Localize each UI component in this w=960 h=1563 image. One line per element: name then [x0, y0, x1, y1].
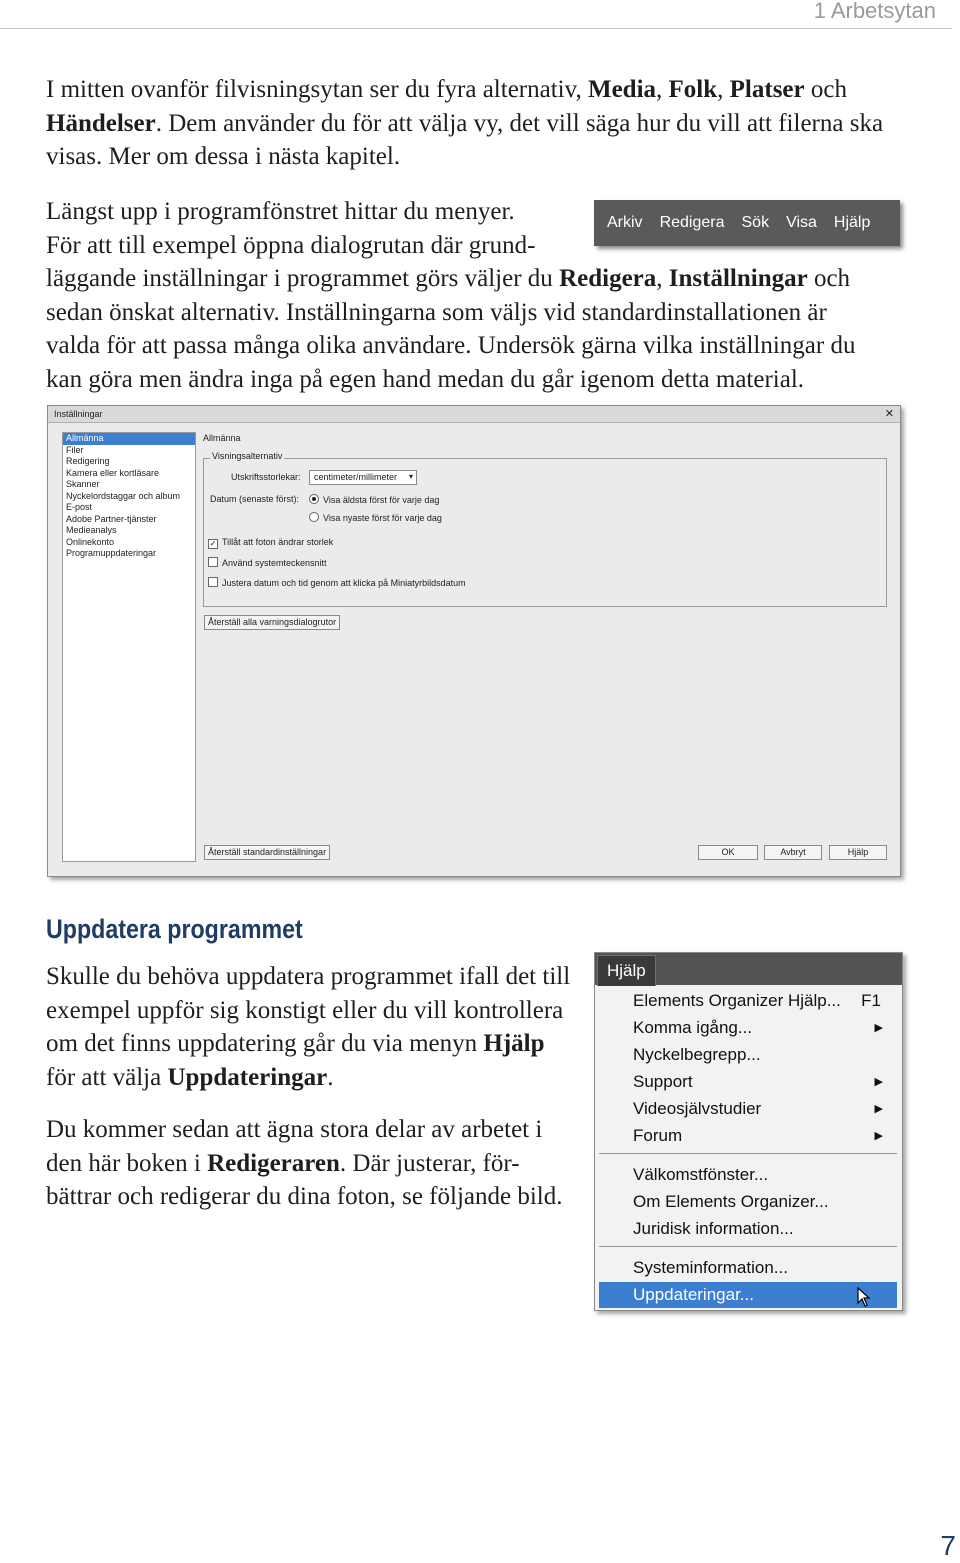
menu-item-updates[interactable]: Uppdateringar... — [599, 1282, 897, 1308]
category-list — [62, 432, 196, 862]
print-size-select[interactable] — [309, 470, 417, 485]
menu-item-welcome[interactable]: Välkomstfönster... — [633, 1165, 769, 1184]
section-title: Allmänna — [203, 433, 241, 443]
section-heading: Uppdatera programmet — [46, 914, 303, 944]
menu-item-support[interactable]: Support ▶ — [599, 1069, 897, 1095]
menu-item-organizer-help[interactable]: Elements Organizer Hjälp... F1 — [633, 991, 881, 1010]
print-size-value: centimeter/millimeter — [314, 472, 398, 482]
menu-separator — [599, 1153, 897, 1154]
menu-hjalp[interactable]: Hjälp — [833, 214, 871, 231]
nav-item-medieanalys[interactable]: Medieanalys — [66, 525, 117, 535]
group-label: Visningsalternativ — [212, 451, 283, 461]
menus-paragraph: Längst upp i programfönstret hittar du menyer. För att till exempel öppna dialogrutan där grund- läggande inställningar i programmet görs väljer du Redigera, Inställningar och sedan önskat alternativ. Inställningarna som väljs vid standardinstallationen är valda för att passa många olika användare. Undersök gärna vilka inställningar du kan göra men ändra inga på egen hand medan du går igenom detta material. — [46, 198, 856, 393]
submenu-arrow-icon: ▶ — [874, 1022, 883, 1034]
radio-oldest-first[interactable]: Visa äldsta först för varje dag — [309, 494, 439, 505]
header-rule — [0, 28, 952, 29]
close-icon[interactable]: ✕ — [884, 408, 894, 420]
print-size-label: Utskriftsstorlekar: — [231, 472, 301, 482]
chevron-down-icon: ▾ — [408, 472, 413, 481]
update-paragraph: Skulle du behöva uppdatera programmet ifall det till exempel uppför sig konstigt eller du vill kontrollera om det finns uppdatering går du via menyn Hjälp för att välja Uppdateringar. — [46, 963, 571, 1091]
reset-defaults-button[interactable]: Återställ standardinställningar — [204, 845, 330, 860]
menu-item-key-concepts[interactable]: Nyckelbegrepp... — [633, 1045, 761, 1064]
page-number: 7 — [940, 1530, 956, 1561]
nav-item-allmanna[interactable]: Allmänna — [63, 433, 195, 445]
help-menu-bar — [595, 953, 902, 985]
mouse-pointer-icon — [857, 1287, 871, 1307]
menu-separator — [599, 1246, 897, 1247]
menu-item-getting-started[interactable]: Komma igång... ▶ — [599, 1015, 897, 1041]
menu-sok[interactable]: Sök — [741, 214, 770, 231]
help-menu-tab[interactable]: Hjälp — [597, 955, 656, 986]
menu-item-legal[interactable]: Juridisk information... — [633, 1219, 794, 1238]
check-resize-photos[interactable]: ✓ Tillåt att foton ändrar storlek — [209, 537, 334, 548]
submenu-arrow-icon: ▶ — [874, 1103, 883, 1115]
ok-button[interactable]: OK — [698, 845, 758, 860]
check-system-font[interactable]: Använd systemteckensnitt — [208, 557, 327, 568]
help-button[interactable]: Hjälp — [829, 845, 887, 860]
help-menu — [594, 952, 903, 1311]
nav-item-redigering[interactable]: Redigering — [66, 456, 110, 466]
menu-arkiv[interactable]: Arkiv — [607, 214, 643, 231]
submenu-arrow-icon: ▶ — [874, 1130, 883, 1142]
running-header: 1 Arbetsytan — [813, 0, 936, 23]
dialog-title: Inställningar — [48, 406, 900, 423]
nav-item-epost[interactable]: E-post — [66, 502, 93, 512]
radio-newest-first[interactable]: Visa nyaste först för varje dag — [309, 512, 442, 523]
menu-item-forum[interactable]: Forum ▶ — [599, 1123, 897, 1149]
intro-paragraph: I mitten ovanför filvisningsytan ser du fyra alternativ, Media, Folk, Platser och Händelser. Dem använder du för att välja vy, det vill säga hur du vill att filerna ska visas. Mer om dessa i nästa kapitel. — [46, 76, 884, 170]
nav-item-filer[interactable]: Filer — [66, 444, 84, 455]
reset-warnings-button[interactable]: Återställ alla varningsdialogrutor — [204, 615, 340, 630]
menu-redigera[interactable]: Redigera — [659, 214, 725, 231]
cancel-button[interactable]: Avbryt — [764, 845, 822, 860]
menu-item-video-tutorials[interactable]: Videosjälvstudier ▶ — [599, 1096, 897, 1122]
nav-item-skanner[interactable]: Skanner — [66, 479, 100, 489]
nav-item-adobe-partner[interactable]: Adobe Partner-tjänster — [66, 513, 157, 524]
nav-item-nyckelord[interactable]: Nyckelordstaggar och album — [66, 490, 181, 501]
nav-item-programuppdateringar[interactable]: Programuppdateringar — [66, 548, 157, 558]
settings-dialog — [47, 405, 901, 877]
menu-item-system-info[interactable]: Systeminformation... — [633, 1258, 788, 1277]
date-label: Datum (senaste först): — [210, 494, 300, 504]
editor-paragraph: Du kommer sedan att ägna stora delar av arbetet i den här boken i Redigeraren. Där justerar, för-bättrar och redigerar du dina foton, se följande bild. — [46, 1116, 563, 1210]
nav-item-kamera[interactable]: Kamera eller kortläsare — [66, 467, 160, 478]
menu-visa[interactable]: Visa — [786, 214, 817, 231]
menu-bar — [594, 200, 900, 246]
check-adjust-date[interactable]: Justera datum och tid genom att klicka på Miniatyrbildsdatum — [208, 577, 466, 588]
nav-item-onlinekonto[interactable]: Onlinekonto — [66, 536, 115, 547]
submenu-arrow-icon: ▶ — [874, 1076, 883, 1088]
menu-item-about[interactable]: Om Elements Organizer... — [633, 1192, 829, 1211]
